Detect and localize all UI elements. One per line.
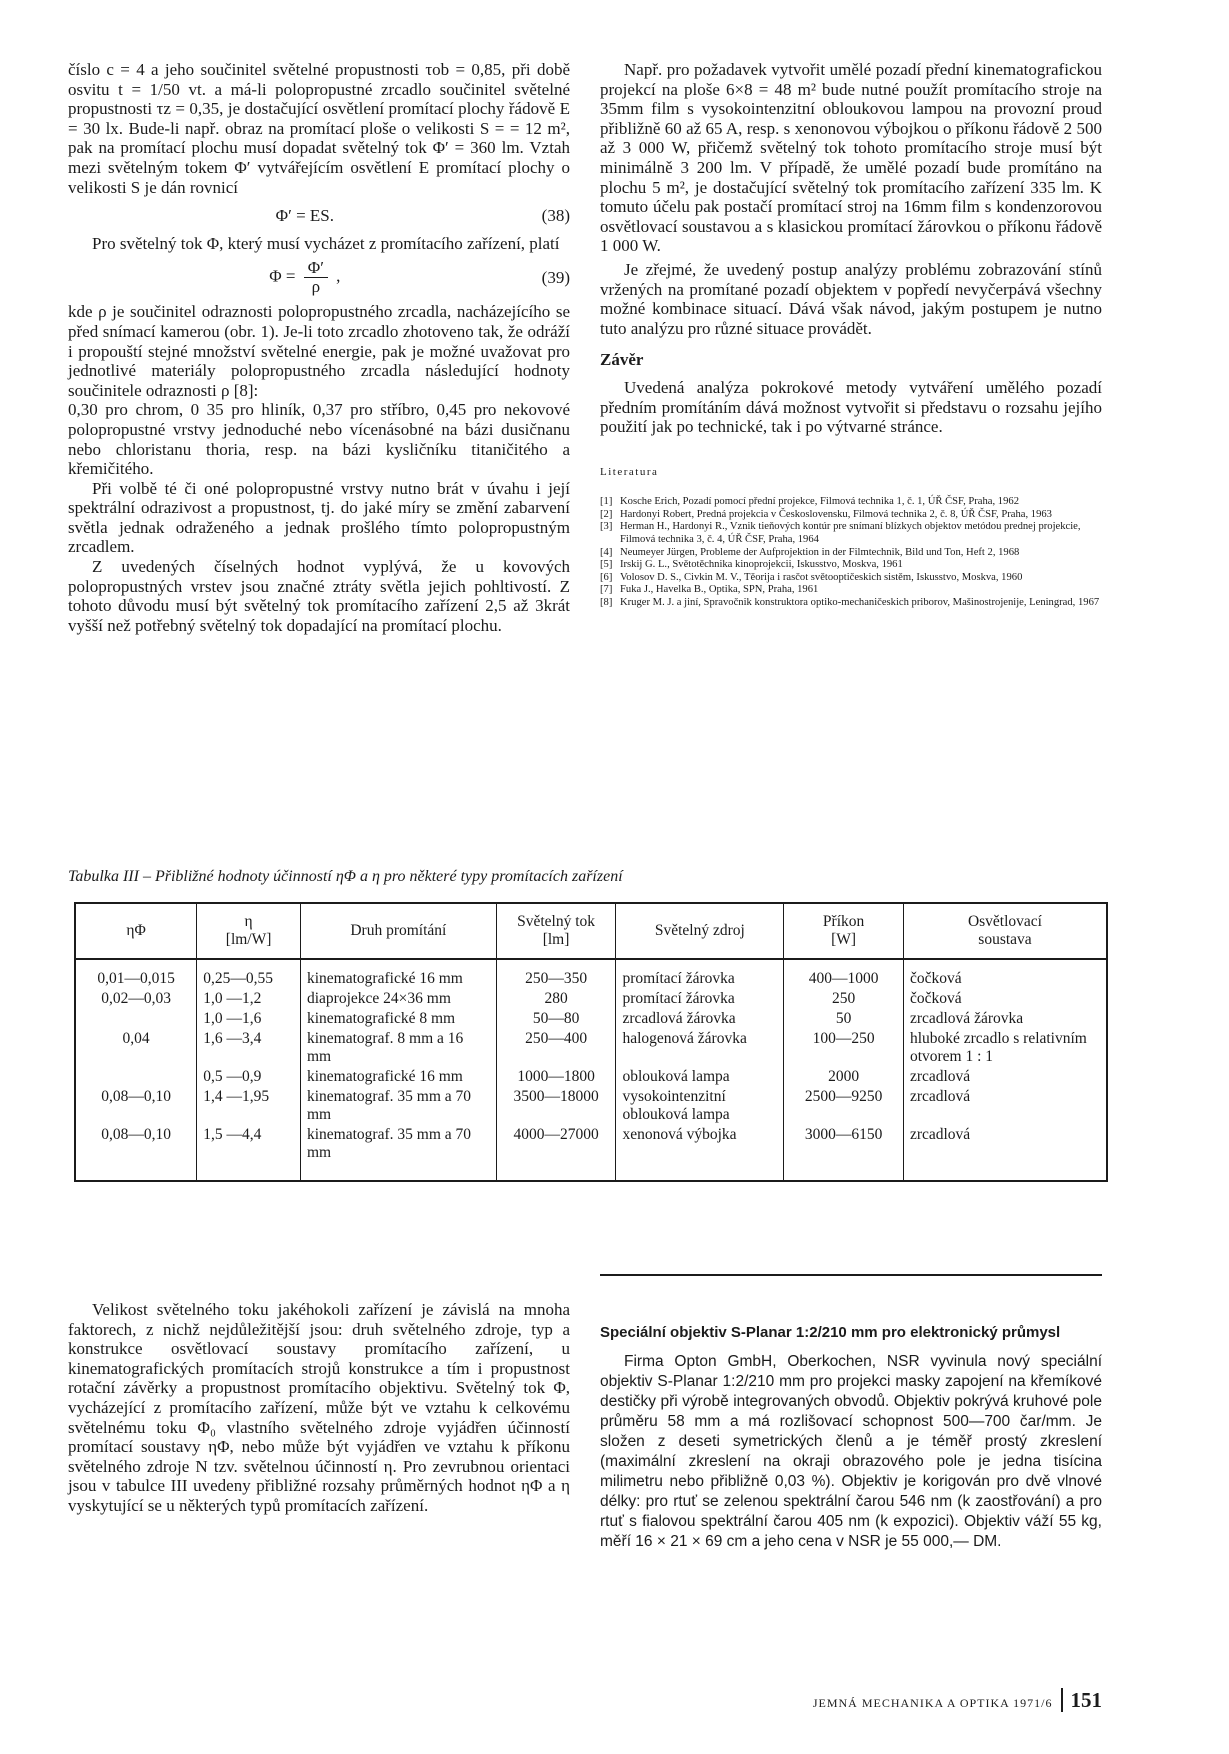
reference-number: [4] [600,546,613,558]
paragraph: Velikost světelného toku jakéhokoli zařízení je závislá na mnoha faktorech, z nichž nejdůležitější jsou: druh světelného zdroje, typ a konstrukce osvětlovací soustavy promítacího zařízení, u kinematografických promítacích strojů konstrukce a tím i propustnost rotační závěrky a propustnost promítacího objektivu. Světelný tok Φ, vycházející z promítacího zařízení, může být ve vztahu k celkovému světelnému toku Φ₀ vlastního světelného zdroje vyjádřen účinností promítací soustavy ηΦ, nebo může být vyjádřen ve vztahu k příkonu světelného zdroje N tzv. světelnou účinností η. Pro zevrubnou orientaci jsou v tabulce III uvedeny přibližné rozsahy průměrných hodnot ηΦ a η vyskytující se u některých typů promítacích zařízení. [68,1300,570,1515]
reference-item [600,496,1102,509]
references-list [600,496,1102,609]
table-header-cell: Osvětlovací soustava [903,903,1107,959]
bottom-left-column [68,1300,570,1516]
table-cell: vysokointenzitní oblouková lampa [616,1087,784,1125]
reference-text: Volosov D. S., Civkin M. V., Těorija i rasčot světooptičeskich sistěm, Iskusstvo, Moskva, 1960 [620,571,1023,583]
table-cell: hluboké zrcadlo s relativním otvorem 1 : 1 [903,1029,1107,1067]
table-cell: kinematografické 16 mm [301,959,497,989]
paragraph: Z uvedených číselných hodnot vyplývá, že u kovových polopropustných vrstev jsou značné ztráty světla jejich pohltivostí. Z tohoto důvodu musí být světelný tok promítacího zařízení 2,5 až 3krát vyšší než potřebný světelný tok dopadající na promítací plochu. [68,557,570,635]
table-header-cell: Příkon [W] [784,903,904,959]
table-cell: 0,04 [75,1029,197,1067]
reference-item [600,572,1102,585]
table-cell: čočková [903,989,1107,1009]
table-row [75,1067,1107,1087]
table-cell: zrcadlová [903,1067,1107,1087]
table-caption: Tabulka III – Přibližné hodnoty účinností ηΦ a η pro některé typy promítacích zařízení [68,868,623,885]
reference-text: Kruger M. J. a jiní, Spravočnik konstruktora optiko-mechaničeskich priborov, Mašinostrojenije, Leningrad, 1967 [620,597,1100,609]
table-cell: 280 [496,989,616,1009]
table-cell: čočková [903,959,1107,989]
reference-item [600,509,1102,522]
table-cell: promítací žárovka [616,959,784,989]
fraction-denominator: ρ [311,277,321,297]
table-cell: 1,0 —1,6 [197,1009,301,1029]
page-footer [770,1688,1102,1713]
table-header-cell: Druh promítání [301,903,497,959]
equation-tail: , [336,266,341,286]
table-cell: halogenová žárovka [616,1029,784,1067]
table-row [75,959,1107,989]
table-cell: 1,0 —1,2 [197,989,301,1009]
reference-item [600,559,1102,572]
table-cell: kinematograf. 35 mm a 70 mm [301,1125,497,1181]
data-table [74,902,1108,1182]
table-header-row [75,903,1107,959]
right-column [600,60,1102,610]
table-cell: 1000—1800 [496,1067,616,1087]
table-cell: 250—350 [496,959,616,989]
equation-number: (38) [541,206,570,226]
paragraph: Např. pro požadavek vytvořit umělé pozadí přední kinematografickou projekcí na ploše 6×8 = 48 m² bude nutné použít promítacího stroje na 35mm film s vysokointenzitní obloukovou lampou na provozní proud přibližně 60 až 65 A, resp. s xenonovou výbojkou o příkonu řádově 2 500 až 3 000 W, přičemž světelný tok tohoto promítacího stroje musí být minimálně 3 200 lm. V případě, že umělé pozadí bude promítáno na plochu 5 m², je dostačující světelný tok promítacího zařízení 335 lm. K tomuto účelu pak postačí promítací stroj na 16mm film s kondenzorovou osvětlovací soustavou a s klasickou promítací žárovkou o příkonu řádově 1 000 W. [600,60,1102,256]
table-cell: zrcadlová [903,1087,1107,1125]
references-title: Literatura [600,465,659,478]
reference-text: Fuka J., Havelka B., Optika, SPN, Praha, 1961 [620,584,819,596]
table-header-cell: ηΦ [75,903,197,959]
reference-number: [7] [600,584,613,596]
reference-number: [8] [600,597,613,609]
fraction [304,259,328,296]
table-cell: 0,25—0,55 [197,959,301,989]
table-cell: 50—80 [496,1009,616,1029]
reference-number: [6] [600,571,613,583]
table-cell: zrcadlová [903,1125,1107,1181]
table-cell: promítací žárovka [616,989,784,1009]
table-cell: 0,5 —0,9 [197,1067,301,1087]
paragraph: Při volbě té či oné polopropustné vrstvy nutno brát v úvahu i její spektrální odrazivost a propustnost, tj. do jaké míry se změní zabarvení světla jednak odraženého a jednak prošlého tímto polopropustným zrcadlem. [68,478,570,557]
divider [600,1274,1102,1276]
table-cell: 3000—6150 [784,1125,904,1181]
paragraph: Pro světelný tok Φ, který musí vycházet z promítacího zařízení, platí [92,233,560,253]
paragraph: Je zřejmé, že uvedený postup analýzy problému zobrazování stínů vržených na promítané pozadí objektem v popředí nevyčerpává všechny možné kombinace situací. Dává však návod, jakým postupem je nutno tuto analýzu pro různé situace provádět. [600,259,1102,338]
table-cell: kinematograf. 8 mm a 16 mm [301,1029,497,1067]
reference-number: [5] [600,559,613,571]
equation-38 [68,206,570,226]
table-cell: xenonová výbojka [616,1125,784,1181]
table-cell: 250 [784,989,904,1009]
news-title: Speciální objektiv S-Planar 1:2/210 mm pro elektronický průmysl [600,1324,1061,1341]
section-heading: Závěr [600,350,644,370]
table-cell: 400—1000 [784,959,904,989]
table-row [75,1087,1107,1125]
table-cell: 2500—9250 [784,1087,904,1125]
paragraph: číslo c = 4 a jeho součinitel světelné propustnosti τob = 0,85, při době osvitu t = 1/50 vt. a má-li polopropustné zrcadlo součinitel světelné propustnosti τz = 0,35, je dostačující osvětlení promítací plochy řádově E = 30 lx. Bude-li např. obraz na promítací ploše o velikosti S = = 12 m², pak na promítací plochu musí dopadat světelný tok Φ′ = 360 lm. Vztah mezi světelným tokem Φ′ vytvářejícím osvětlení E promítací plochy o velikosti S je dán rovnicí [68,60,570,197]
table-header-cell: Světelný tok [lm] [496,903,616,959]
table-cell: 50 [784,1009,904,1029]
reference-number: [1] [600,496,613,508]
table-cell: 100—250 [784,1029,904,1067]
table-cell: 4000—27000 [496,1125,616,1181]
table-cell: kinematograf. 35 mm a 70 mm [301,1087,497,1125]
table-header-cell: Světelný zdroj [616,903,784,959]
table-cell: 0,01—0,015 [75,959,197,989]
reference-text: Kosche Erich, Pozadí pomocí přední projekce, Filmová technika 1, č. 1, ÚŘ ČSF, Praha, 1962 [620,496,1019,508]
left-column [68,60,570,635]
fraction-numerator: Φ′ [304,259,328,278]
equation-39 [68,259,570,296]
table-cell: diaprojekce 24×36 mm [301,989,497,1009]
table-row [75,989,1107,1009]
reference-number: [2] [600,508,613,520]
page-number: 151 [1061,1688,1103,1712]
equation-text: Φ′ = ES. [275,206,334,226]
reference-text: Herman H., Hardonyi R., Vznik tieňových kontúr pre snímaní blízkych objektov metódou prednej projekcie, Filmová technika 3, č. 4, ÚŘ ČSF, Praha, 1964 [620,521,1081,546]
table-cell: 250—400 [496,1029,616,1067]
table-row [75,1009,1107,1029]
table-cell [75,1009,197,1029]
table-cell: 2000 [784,1067,904,1087]
table-row [75,1125,1107,1181]
reference-number: [3] [600,521,613,533]
table-cell: 0,02—0,03 [75,989,197,1009]
equation-lhs: Φ = [269,266,296,286]
table-cell: kinematografické 8 mm [301,1009,497,1029]
table-cell: oblouková lampa [616,1067,784,1087]
table-cell: zrcadlová žárovka [903,1009,1107,1029]
table-cell: 1,5 —4,4 [197,1125,301,1181]
reference-text: Irskij G. L., Světotěchnika kinoprojekcii, Iskusstvo, Moskva, 1961 [620,559,903,571]
reference-item [600,521,1102,546]
table-cell: 1,4 —1,95 [197,1087,301,1125]
reference-text: Hardonyi Robert, Predná projekcia v Československu, Filmová technika 2, č. 8, ÚŘ ČSF, Praha, 1963 [620,508,1052,520]
equation-number: (39) [541,268,570,288]
journal-name: JEMNÁ MECHANIKA A OPTIKA 1971/6 [812,1696,1053,1710]
table-body [75,959,1107,1181]
table-header-cell: η [lm/W] [197,903,301,959]
table-cell: 1,6 —3,4 [197,1029,301,1067]
news-body: Firma Opton GmbH, Oberkochen, NSR vyvinula nový speciální objektiv S-Planar 1:2/210 mm pro projekci masky zapojení na křemíkové destičky při výrobě integrovaných obvodů. Objektiv pokrývá kruhové pole průměru 58 mm a má rozlišovací schopnost 500—700 čar/mm. Je složen z deseti symetrických členů a je téměř prostý zkreslení (maximální zkreslení na okraji obrazového pole je jedna tisícina milimetru nebo přibližně 0,03 %). Objektiv je korigován pro dvě vlnové délky: pro rtuť se zelenou spektrální čarou 546 nm (k zaostřování) a pro rtuť s fialovou spektrální čarou 405 nm (k expozici). Objektiv váží 55 kg, měří 16 × 21 × 69 cm a jeho cena v NSR je 55 000,— DM. [600,1353,1102,1550]
news-item [600,1323,1102,1552]
table-cell: 3500—18000 [496,1087,616,1125]
paragraph: 0,30 pro chrom, 0 35 pro hliník, 0,37 pro stříbro, 0,45 pro nekovové polopropustné vrstvy jednoduché nebo vícenásobné na bázi dusičnanu nebo chloristanu thoria, resp. na bázi kysličníku titaničitého a křemičitého. [68,400,570,479]
reference-item [600,584,1102,597]
table-cell: kinematografické 16 mm [301,1067,497,1087]
paragraph: kde ρ je součinitel odraznosti polopropustného zrcadla, nacházejícího se před snímací kamerou (obr. 1). Je-li toto zrcadlo zhotoveno tak, že odráží i propouští stejné množství světelné energie, pak je možné uvažovat pro jednotlivé materiály polopropustného zrcadla následující hodnoty součinitele odraznosti ρ [8]: [68,302,570,400]
table-cell [75,1067,197,1087]
reference-item [600,597,1102,610]
paragraph: Uvedená analýza pokrokové metody vytváření umělého pozadí předním promítáním dává možnost vytvořit si představu o rozsahu jejího použití jak po technické, tak i po výtvarné stránce. [600,377,1102,437]
reference-item [600,547,1102,560]
table-cell: zrcadlová žárovka [616,1009,784,1029]
table-cell: 0,08—0,10 [75,1125,197,1181]
table-cell: 0,08—0,10 [75,1087,197,1125]
reference-text: Neumeyer Jürgen, Probleme der Aufprojektion in der Filmtechnik, Bild und Ton, Heft 2, 1968 [620,546,1020,558]
table-row [75,1029,1107,1067]
